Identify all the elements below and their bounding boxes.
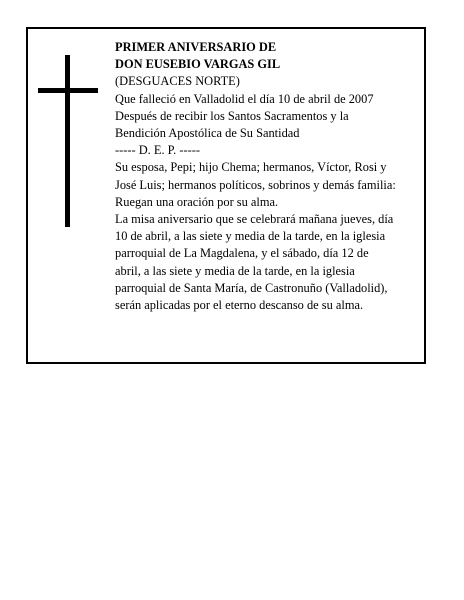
death-date-line: Que falleció en Valladolid el día 10 de abril de 2007 xyxy=(115,91,374,106)
family-line-3: Ruegan una oración por su alma. xyxy=(115,194,279,209)
notice-text xyxy=(115,39,425,314)
obituary-notice xyxy=(26,27,426,364)
sacraments-line-1: Después de recibir los Santos Sacramentos y la xyxy=(115,108,349,123)
family-line-2: José Luis; hermanos políticos, sobrinos y demás familia: xyxy=(115,177,396,192)
cross-vertical-bar xyxy=(65,55,70,227)
sacraments-line-2: Bendición Apostólica de Su Santidad xyxy=(115,126,300,141)
latin-cross-icon xyxy=(38,55,98,227)
mass-line-5: parroquial de Santa María, de Castronuño (Valladolid), xyxy=(115,280,388,295)
rip-line: ----- D. E. P. ----- xyxy=(115,143,200,158)
mass-line-1: La misa aniversario que se celebrará mañana jueves, día xyxy=(115,212,394,227)
mass-line-4: abril, a las siete y media de la tarde, en la iglesia xyxy=(115,263,355,278)
company-subheading: (DESGUACES NORTE) xyxy=(115,74,240,89)
cross-horizontal-bar xyxy=(38,88,98,93)
heading-line-1: PRIMER ANIVERSARIO DE xyxy=(115,40,277,54)
mass-line-2: 10 de abril, a las siete y media de la tarde, en la iglesia xyxy=(115,229,386,244)
heading-line-2: DON EUSEBIO VARGAS GIL xyxy=(115,57,281,72)
mass-line-3: parroquial de La Magdalena, y el sábado, día 12 de xyxy=(115,246,369,261)
mass-line-6: serán aplicadas por el eterno descanso de su alma. xyxy=(115,298,364,313)
family-line-1: Su esposa, Pepi; hijo Chema; hermanos, Víctor, Rosi y xyxy=(115,160,387,175)
